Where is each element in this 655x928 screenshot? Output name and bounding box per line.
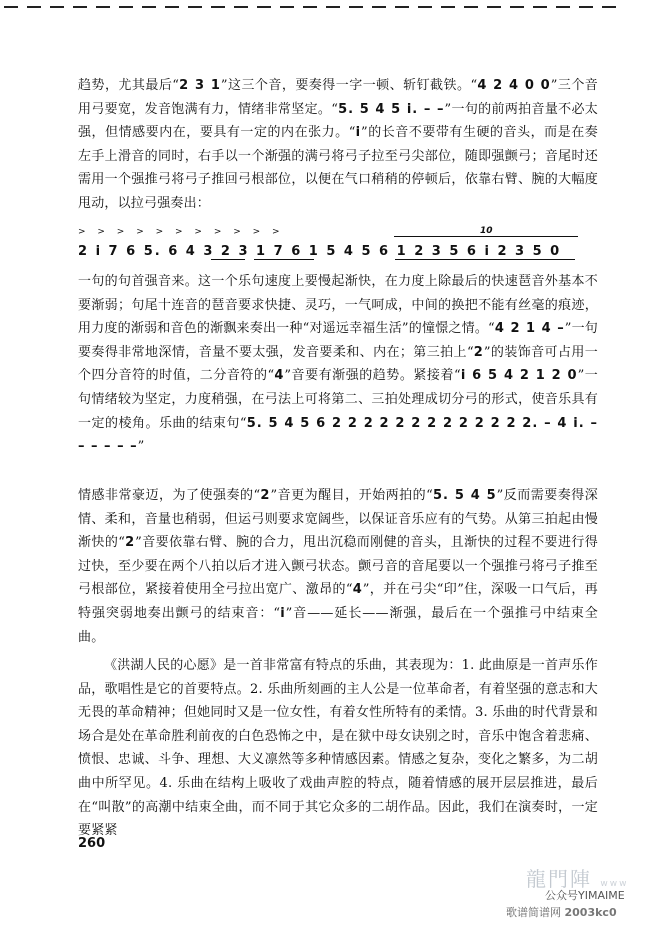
notation-inline: 2 [125,535,136,551]
watermark-site [506,904,617,920]
text: 一句的句首强音来。这一个乐句速度上要慢起渐快，在力度上除最后的快速琶音外基本不要渐弱；句尾十连音的琶音要求快捷、灵巧，一气呵成，中间的换把不能有丝毫的痕迹，用力度的渐弱和音色的渐飘来奏出一种“对遥远幸福生活”的憧憬之情。“ [78,274,598,337]
watermark-logo-text: 龍門陣 [526,867,592,891]
score-notes: 2 i 7 6 5. 6 4 3 2 3 1 7 6 1 5 4 5 6 1 2 3 5 6 i 2 3 5 0 [78,244,562,259]
body-paragraph: 《洪湖人民的心愿》是一首非常富有特点的乐曲，其表现为：1. 此曲原是一首声乐作品，歌唱性是它的首要特点。2. 乐曲所刻画的主人公是一位革命者，有着坚强的意志和大无畏的革命精神；但她同时又是一位女性，有着女性所特有的柔情。3. 乐曲的时代背景和场合是处在革命胜利前夜的白色恐怖之中，是在狱中母女诀别之时，音乐中饱含着悲痛、愤恨、忠诚、斗争、理想、大义凛然等多种情感因素。情感之复杂，变化之繁多，为二胡曲中所罕见。4. 乐曲在结构上吸收了戏曲声腔的特点，随着情感的展开层层推进，最后在“叫散”的高潮中结束全曲，而不同于其它众多的二胡作品。因此，我们在演奏时，一定要紧紧 [78,658,598,839]
paragraph-1 [78,74,598,216]
notation-inline: 4 [352,582,363,598]
text: ”三个音用弓要宽，发音饱满有力，情绪非常坚定。“ [78,78,598,117]
accent-marks: > > > > > > > > > > > [78,227,285,237]
watermark-account: 公众号YIMAIME [545,889,625,902]
beam-underline [395,259,575,260]
tuplet-bracket [394,236,578,237]
notation-inline: 2 [260,488,271,503]
watermark-site-id: 2003kc0 [564,906,617,919]
text: 趋势，尤其最后“ [78,78,180,93]
notation-inline: 4 2 1 4 – [494,321,565,337]
text: ”的装饰音可占用一个四分音符的时值，二分音符的“ [78,344,598,384]
notation-inline: 2 3 1 [179,78,221,93]
tuplet-number: 10 [480,226,493,236]
notation-inline: i [280,605,286,621]
text: ”反而需要奏得深情、柔和，音量也稍弱，但运弓则要求宽阔些，以保证音乐应有的气势。从第三拍起由慢渐快的“ [78,488,598,551]
score-line-1 [78,226,598,266]
paragraph-2 [78,270,598,459]
text: ”音要依靠右臂、腕的合力，甩出沉稳而刚健的音头，且渐快的过程不要进行得过快，至少要在两个八拍以后才进入颤弓状态。颤弓音的音尾要以一个强推弓将弓子推至弓根部位，紧接着使用全弓拉出宽广、激昂的“ [78,535,598,598]
text: 情感非常豪迈，为了使强奏的“ [78,488,261,503]
text: ”的长音不要带有生硬的音头，而是在奏左手上滑音的同时，右手以一个渐强的满弓将弓子拉至弓尖部位，随即强颤弓；音尾时还需用一个强推弓将弓子推回弓根部位，以便在气口稍稍的停顿后，依靠右臂、腕的大幅度甩动，以拉弓强奏出： [78,125,598,211]
text: ”，并在弓尖“印”住，深吸一口气后，再特强突弱地奏出颤弓的结束音：“ [78,582,598,621]
notation-inline: 5. 5 4 5 6 2 2 2 2 2 2 2 2 2 2 2 2 2. – 4 i. – – – – – – [78,415,598,455]
paragraph-4 [78,654,598,843]
notation-inline: 5. 5 4 5 [433,488,497,503]
text: ”音要有渐强的趋势。紧接着“ [284,368,461,384]
text: ”这三个音，要奏得一字一顿、斩钉截铁。“ [220,78,478,93]
text: ”音——延长——渐强，最后在一个强推弓中结束全曲。 [78,605,598,645]
notation-inline: 4 [274,368,285,384]
text: ”音更为醒目，开始两拍的“ [270,488,433,503]
text: ”一句的前两拍音量不必太强，但情感要内在，要具有一定的内在张力。“ [78,101,599,141]
notation-inline: 2 [473,344,484,360]
paragraph-3 [78,484,598,649]
beam-underline [211,259,245,260]
notation-inline: 5. 5 4 5 i. – – [338,101,445,117]
notation-inline: i [355,125,362,141]
beam-underline [254,259,314,260]
watermark-site-name: 歌谱简谱网 [506,906,561,919]
notation-inline: i 6 5 4 2 1 2 0 [460,368,578,384]
text: ” [137,439,145,455]
notation-inline: 4 2 4 0 0 [477,78,551,93]
top-dashed-rule [0,0,655,14]
watermark-logo-small: www [600,879,629,889]
page-number: 260 [78,836,106,851]
text: ”一句情绪较为坚定，力度稍强，在弓法上可将第二、三拍处理成切分弓的形式，使音乐具有一定的棱角。乐曲的结束句“ [78,368,598,431]
text: ”一句要奏得非常地深情，音量不要太强，发音要柔和、内在；第三拍上“ [78,321,598,360]
